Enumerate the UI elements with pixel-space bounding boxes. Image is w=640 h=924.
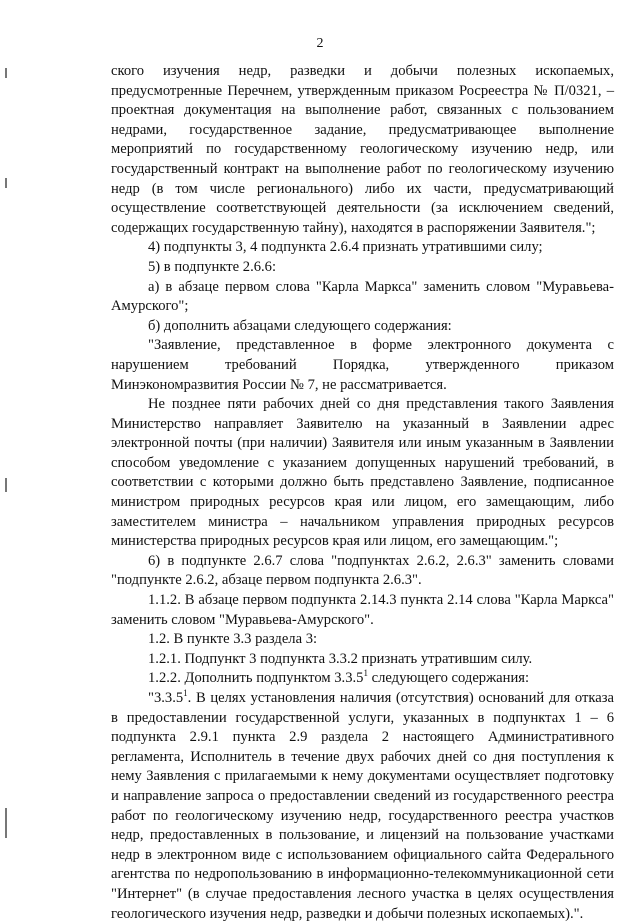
scan-margin-mark	[5, 478, 7, 492]
paragraph-item-6: 6) в подпункте 2.6.7 слова "подпунктах 2.6.2, 2.6.3" заменить словами "подпункте 2.6.2, абзаце первом подпункта 2.6.3".	[111, 552, 614, 589]
paragraph-1-2-2-tail: следующего содержания:	[371, 670, 530, 687]
paragraph-quote-2: Не позднее пяти рабочих дней со дня представления такого Заявления Министерство направляет Заявителю на указанный в Заявлении адрес электронной почты (при наличии) Заявителя или иным указанным в Заявлении способом уведомление с указанием допущенных нарушений требований, в соответствии с которыми должно быть представлено Заявление, подписанное министром природных ресурсов края или лицом, его замещающим, либо заместителем министра – начальником управления природных ресурсов министерства природных ресурсов края или лицом, его замещающим.";	[111, 396, 614, 550]
page-number: 2	[316, 36, 324, 51]
paragraph-1-2: 1.2. В пункте 3.3 раздела 3:	[148, 631, 318, 648]
paragraph-3-3-5-text: . В целях установления наличия (отсутствия) оснований для отказа в предоставлении государственной услуги, указанных в подпунктах 1 – 6 подпункта 2.9.1 пункта 2.9 раздела 2 настоящего Административного регламента, Исполнитель в течение двух рабочих дней со дня поступления к нему Заявления с прилагаемыми к нему документами осуществляет подготовку и направление запроса о предоставлении сведений из государственного реестра работ по геологическому изучению недр, государственного реестра участков недр, предоставленных в пользование, и лицензий на пользование участками недр в электронном виде с использованием официального сайта Федерального агентства по недропользованию в информационно-телекоммуникационной сети "Интернет" (в случае предоставления лесного участка в целях осуществления геологического изучения недр, разведки и добычи полезных ископаемых).".	[111, 690, 614, 922]
paragraph-1-2-2-lead: 1.2.2. Дополнить подпунктом 3.3.5	[148, 670, 364, 687]
paragraph-item-5a: а) в абзаце первом слова "Карла Маркса" заменить словом "Муравьева-Амурского";	[111, 278, 614, 315]
paragraph-3-3-5-number: "3.3.5	[148, 690, 184, 706]
scan-margin-mark	[5, 808, 7, 838]
paragraph-continuation: ского изучения недр, разведки и добычи полезных ископаемых, предусмотренные Перечнем, утвержденным приказом Росреестра № П/0321, – проектная документация на выполнение работ, связанных с пользованием недрами, государственное задание, предусматривающее выполнение мероприятий по государственному геологическому изучению недр, или государственный контракт на выполнение работ по геологическому изучению недр (в том числе регионального) либо их части, предусматривающий осуществление соответствующей деятельности (за исключением сведений, содержащих государственную тайну), находятся в распоряжении Заявителя.";	[111, 63, 614, 236]
paragraph-1-1-2: 1.1.2. В абзаце первом подпункта 2.14.3 пункта 2.14 слова "Карла Маркса" заменить словом "Муравьева-Амурского".	[111, 592, 614, 628]
paragraph-item-4: 4) подпункты 3, 4 подпункта 2.6.4 признать утратившими силу;	[148, 239, 543, 256]
superscript-mark: 1	[363, 668, 368, 679]
paragraph-1-2-1: 1.2.1. Подпункт 3 подпункта 3.3.2 признать утратившим силу.	[148, 650, 533, 667]
paragraph-quote-1: "Заявление, представленное в форме электронного документа с нарушением требований Порядка, утвержденного приказом Минэкономразвития России № 7, не рассматривается.	[111, 337, 614, 393]
paragraph-item-5: 5) в подпункте 2.6.6:	[148, 258, 277, 275]
document-body	[111, 62, 614, 924]
paragraph-3-3-5	[111, 689, 614, 924]
scan-margin-mark	[5, 178, 7, 188]
paragraph-1-2-2	[111, 669, 614, 689]
superscript-mark: 1	[183, 688, 188, 699]
scan-margin-mark	[5, 68, 7, 78]
paragraph-item-5b: б) дополнить абзацами следующего содержания:	[148, 317, 452, 334]
